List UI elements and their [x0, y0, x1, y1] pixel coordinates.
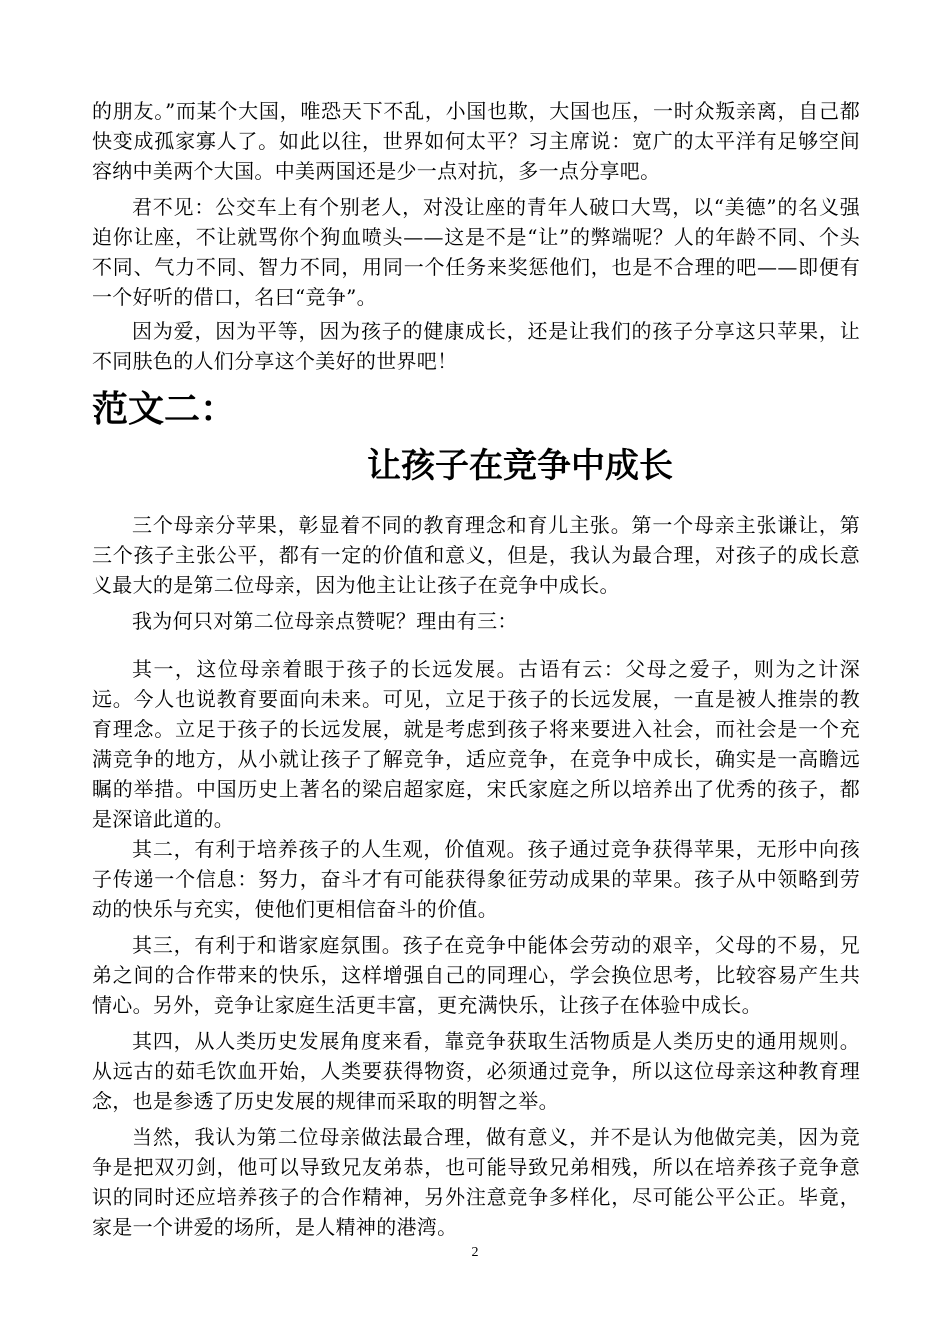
paragraph-conclusion: 因为爱，因为平等，因为孩子的健康成长，还是让我们的孩子分享这只苹果，让不同肤色的人们分享这个美好的世界吧！ [92, 319, 860, 373]
page-number: 2 [471, 1245, 479, 1260]
paragraph-reasons: 我为何只对第二位母亲点赞呢？理由有三： [132, 609, 518, 633]
paragraph-reason-four: 其四，从人类历史发展角度来看，靠竞争获取生活物质是人类历史的通用规则。从远古的茹毛饮血开始，人类要获得物资，必须通过竞争，所以这位母亲这种教育理念，也是参透了历史发展的规律而采取的明智之举。 [92, 1029, 860, 1113]
paragraph-bus-example: 君不见：公交车上有个别老人，对没让座的青年人破口大骂，以“美德”的名义强迫你让座，不让就骂你个狗血喷头——这是不是“让”的弊端呢？人的年龄不同、个头不同、气力不同、智力不同，用同一个任务来奖惩他们，也是不合理的吧——即便有一个好听的借口，名曰“竞争”。 [92, 195, 860, 309]
paragraph-reason-three: 其三，有利于和谐家庭氛围。孩子在竞争中能体会劳动的艰辛，父母的不易，兄弟之间的合作带来的快乐，这样增强自己的同理心，学会换位思考，比较容易产生共情心。另外，竞争让家庭生活更丰富，更充满快乐，让孩子在体验中成长。 [92, 933, 860, 1017]
paragraph-reason-one: 其一，这位母亲着眼于孩子的长远发展。古语有云：父母之爱子，则为之计深远。今人也说教育要面向未来。可见，立足于孩子的长远发展，一直是被人推崇的教育理念。立足于孩子的长远发展，就是考虑到孩子将来要进入社会，而社会是一个充满竞争的地方，从小就让孩子了解竞争，适应竞争，在竞争中成长，确实是一高瞻远瞩的举措。中国历史上著名的梁启超家庭，宋氏家庭之所以培养出了优秀的孩子，都是深谙此道的。 [92, 657, 860, 831]
paragraph-continuation: 的朋友。”而某个大国，唯恐天下不乱，小国也欺，大国也压，一时众叛亲离，自己都快变成孤家寡人了。如此以往，世界如何太平？习主席说：宽广的太平洋有足够空间容纳中美两个大国。中美两国还是少一点对抗，多一点分享吧。 [92, 99, 860, 183]
section-heading: 范文二： [92, 389, 237, 430]
paragraph-intro: 三个母亲分苹果，彰显着不同的教育理念和育儿主张。第一个母亲主张谦让，第三个孩子主张公平，都有一定的价值和意义，但是，我认为最合理，对孩子的成长意义最大的是第二位母亲，因为他主让让孩子在竞争中成长。 [92, 513, 860, 597]
essay-title: 让孩子在竞争中成长 [367, 446, 673, 486]
paragraph-reason-two: 其二，有利于培养孩子的人生观，价值观。孩子通过竞争获得苹果，无形中向孩子传递一个信息：努力，奋斗才有可能获得象征劳动成果的苹果。孩子从中领略到劳动的快乐与充实，使他们更相信奋斗的价值。 [92, 837, 860, 921]
paragraph-closing: 当然，我认为第二位母亲做法最合理，做有意义，并不是认为他做完美，因为竞争是把双刃剑，他可以导致兄友弟恭，也可能导致兄弟相残，所以在培养孩子竞争意识的同时还应培养孩子的合作精神，另外注意竞争多样化，尽可能公平公正。毕竟，家是一个讲爱的场所，是人精神的港湾。 [92, 1125, 860, 1239]
